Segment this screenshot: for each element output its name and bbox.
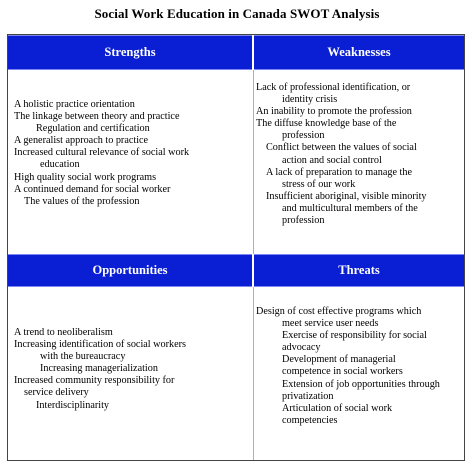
- list-item: Increased cultural relevance of social work: [14, 147, 190, 159]
- opportunities-list: [14, 327, 186, 412]
- strengths-header: [8, 35, 252, 70]
- list-item: The linkage between theory and practice: [14, 111, 180, 123]
- column-divider-line-top: [253, 70, 254, 254]
- weaknesses-list: [256, 82, 427, 227]
- list-item: Development of managerial: [282, 354, 396, 366]
- list-item: Increasing managerialization: [40, 363, 158, 375]
- list-item: Regulation and certification: [36, 123, 150, 135]
- list-item: Interdisciplinarity: [36, 399, 109, 411]
- list-item: and multicultural members of the: [282, 202, 418, 214]
- list-item: A continued demand for social worker: [14, 183, 171, 195]
- list-item: profession: [282, 130, 325, 142]
- list-item: service delivery: [24, 387, 89, 399]
- threats-header: [254, 254, 464, 287]
- list-item: Articulation of social work: [282, 402, 393, 414]
- list-item: education: [40, 159, 80, 171]
- list-item: with the bureaucracy: [40, 351, 126, 363]
- list-item: A lack of preparation to manage the: [266, 166, 412, 178]
- list-item: privatization: [282, 390, 334, 402]
- column-divider-line-bottom: [253, 287, 254, 460]
- list-item: competencies: [282, 414, 338, 426]
- list-item: advocacy: [282, 342, 321, 354]
- weaknesses-heading: Weaknesses: [327, 45, 391, 59]
- weaknesses-header: [254, 35, 464, 70]
- list-item: Insufficient aboriginal, visible minority: [266, 190, 427, 202]
- list-item: Lack of professional identification, or: [256, 82, 411, 93]
- opportunities-heading: Opportunities: [92, 263, 168, 277]
- opportunities-header: [8, 254, 252, 287]
- list-item: An inability to promote the profession: [256, 106, 412, 118]
- strengths-heading: Strengths: [104, 45, 156, 59]
- page-title: Social Work Education in Canada SWOT Analysis: [94, 6, 380, 21]
- list-item: action and social control: [282, 154, 382, 166]
- list-item: identity crisis: [282, 94, 338, 106]
- list-item: Increasing identification of social workers: [14, 339, 186, 351]
- list-item: The diffuse knowledge base of the: [256, 118, 397, 130]
- strengths-list: [14, 99, 189, 208]
- list-item: High quality social work programs: [14, 171, 157, 183]
- list-item: Conflict between the values of social: [266, 142, 417, 154]
- swot-grid: [7, 34, 465, 461]
- list-item: Extension of job opportunities through: [282, 378, 440, 390]
- list-item: The values of the profession: [24, 195, 140, 207]
- list-item: A trend to neoliberalism: [14, 327, 113, 338]
- list-item: A generalist approach to practice: [14, 135, 149, 147]
- list-item: Increased community responsibility for: [14, 375, 175, 387]
- list-item: stress of our work: [282, 178, 356, 190]
- list-item: A holistic practice orientation: [14, 99, 135, 110]
- threats-heading: Threats: [338, 263, 380, 277]
- list-item: Exercise of responsibility for social: [282, 330, 427, 342]
- list-item: meet service user needs: [282, 318, 379, 330]
- list-item: Design of cost effective programs which: [256, 306, 422, 317]
- threats-list: [256, 306, 440, 427]
- list-item: profession: [282, 215, 325, 227]
- list-item: competence in social workers: [282, 366, 403, 378]
